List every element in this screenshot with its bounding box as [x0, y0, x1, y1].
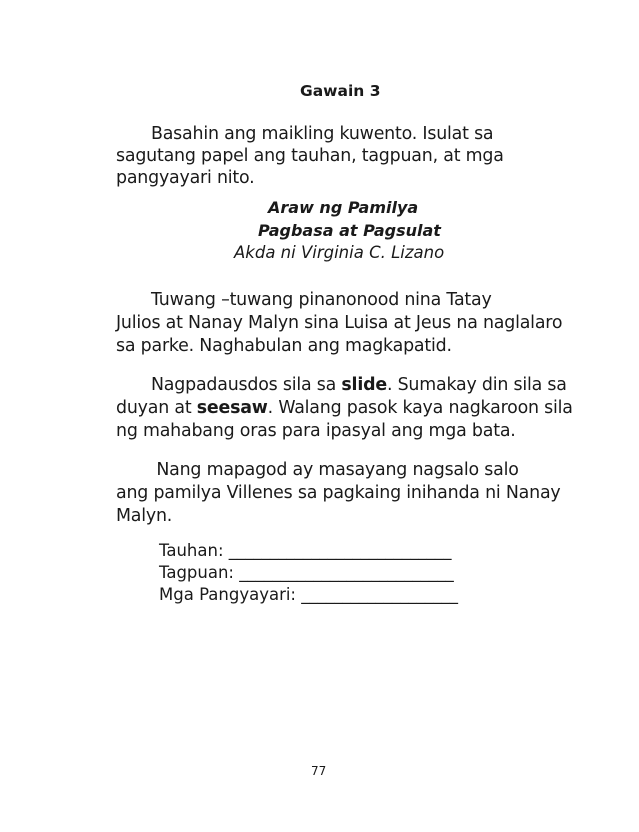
paragraph-line: Nang mapagod ay masayang nagsalo salo: [151, 460, 519, 480]
instructions-line: Basahin ang maikling kuwento. Isulat sa: [151, 124, 494, 144]
story-title: Araw ng Pamilya: [268, 198, 419, 217]
text-run: . Sumakay din sila sa: [386, 375, 567, 395]
answer-pangyayari: Mga Pangyayari: ___________________: [159, 585, 458, 604]
paragraph-line: [116, 398, 573, 418]
paragraph-line: ang pamilya Villenes sa pagkaing inihanda ni Nanay: [116, 483, 561, 503]
instructions-line: pangyayari nito.: [116, 168, 255, 188]
text-run: Nagpadausdos sila sa: [151, 375, 342, 395]
paragraph-line: Malyn.: [116, 506, 173, 526]
page-number: 77: [311, 764, 327, 778]
text-run: duyan at: [116, 398, 197, 418]
story-subtitle: Pagbasa at Pagsulat: [258, 221, 441, 240]
story-author: Akda ni Virginia C. Lizano: [234, 243, 445, 262]
bold-term-seesaw: seesaw: [196, 398, 268, 418]
answer-tagpuan: Tagpuan: __________________________: [159, 563, 454, 582]
activity-title: Gawain 3: [300, 82, 381, 100]
paragraph-line: Tuwang –tuwang pinanonood nina Tatay: [151, 290, 492, 310]
text-run: . Walang pasok kaya nagkaroon sila: [267, 398, 573, 418]
bold-term-slide: slide: [341, 375, 387, 395]
paragraph-line: ng mahabang oras para ipasyal ang mga bata.: [116, 421, 516, 441]
answer-tauhan: Tauhan: ___________________________: [159, 541, 452, 560]
paragraph-line: [151, 375, 567, 395]
instructions-line: sagutang papel ang tauhan, tagpuan, at mga: [116, 146, 504, 166]
paragraph-line: sa parke. Naghabulan ang magkapatid.: [116, 336, 452, 356]
paragraph-line: Julios at Nanay Malyn sina Luisa at Jeus na naglalaro: [116, 313, 563, 333]
